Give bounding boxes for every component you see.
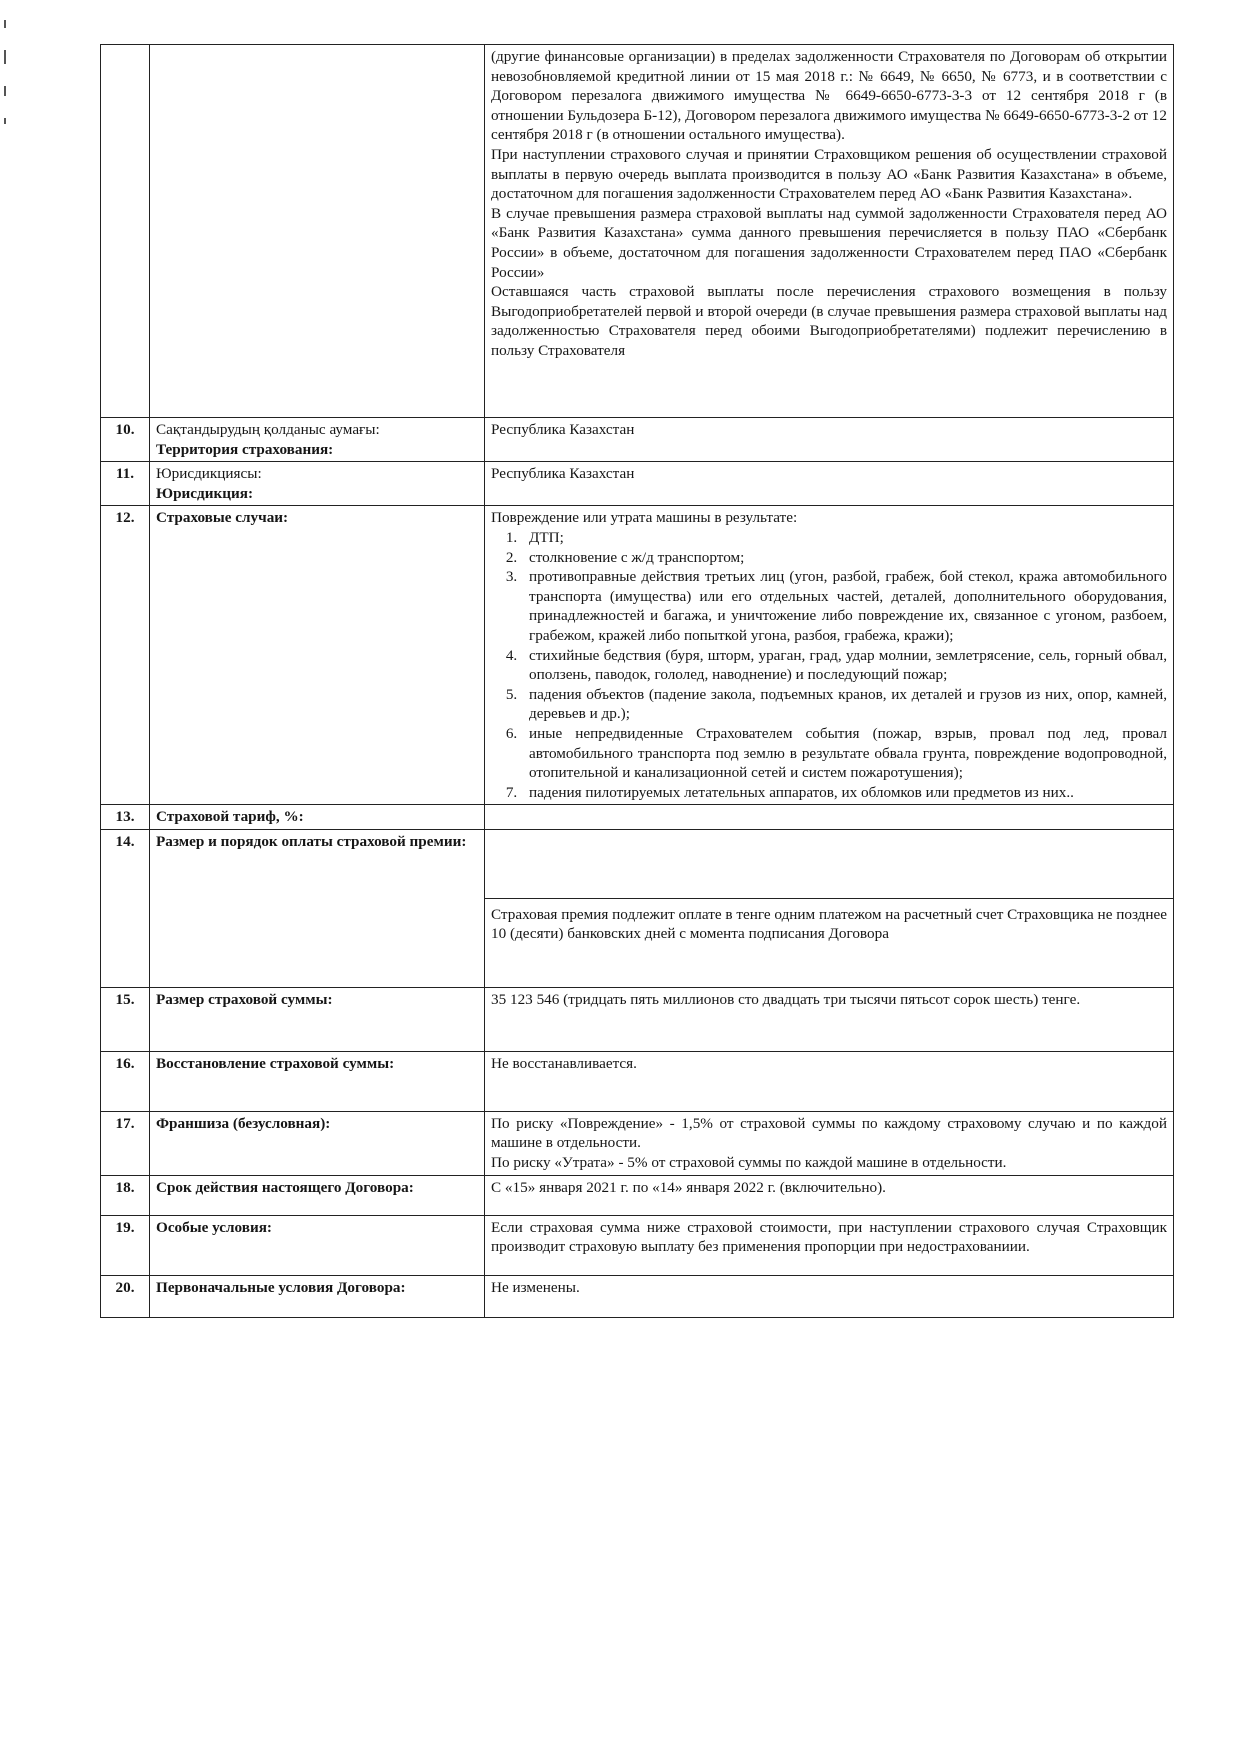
row-value: 35 123 546 (тридцать пять миллионов сто двадцать три тысячи пятьсот сорок шесть) тенге. (485, 987, 1174, 1051)
premium-payment (485, 829, 1174, 987)
label-ru: Первоначальные условия Договора: (156, 1278, 406, 1296)
row-value (485, 805, 1174, 830)
table-row-11 (101, 462, 1174, 506)
row-label (150, 829, 485, 987)
list-item: 1. ДТП; (521, 528, 1167, 548)
insured-events-intro: Повреждение или утрата машины в результате: (491, 509, 798, 527)
row-number: 10. (101, 418, 150, 462)
row-number: 11. (101, 462, 150, 506)
premium-amount-cell (485, 830, 1173, 899)
row-value: Республика Казахстан (485, 418, 1174, 462)
label-ru: Страховые случаи: (156, 509, 289, 527)
table-row-14 (101, 829, 1174, 987)
label-ru: Срок действия настоящего Договора: (156, 1178, 414, 1196)
label-ru: Территория страхования: (156, 440, 334, 458)
insured-events-list (491, 528, 1167, 802)
label-kz: Сақтандырудың қолданыс аумағы: (156, 421, 380, 438)
row-number: 15. (101, 987, 150, 1051)
paragraph: В случае превышения размера страховой выплаты над суммой задолженности Страхователя перед АО «Банк Развития Казахстана» сумма данного превышения перечисляется в пользу ПАО «Сбербанк России» в объеме, достаточном для погашения задолженности Страхователем перед ПАО «Сбербанк России» (491, 204, 1167, 281)
row-label (150, 1111, 485, 1175)
list-item: 5. падения объектов (падение закола, подъемных кранов, их деталей и грузов из них, опор, камней, деревьев и др.); (521, 685, 1167, 724)
label-ru: Страховой тариф, %: (156, 808, 304, 826)
row-label (150, 1275, 485, 1317)
row-value: Страховая премия подлежит оплате в тенге одним платежом на расчетный счет Страховщика не позднее 10 (десяти) банковских дней с момента подписания Договора (491, 905, 1168, 943)
list-item: 6. иные непредвиденные Страхователем события (пожар, взрыв, провал под лед, провал автомобильного транспорта под землю в результате обвала грунта, повреждение водопроводной, отопительной и канализационной сетей и систем пожаротушения); (521, 724, 1167, 783)
table-row-16 (101, 1051, 1174, 1111)
row-number: 18. (101, 1175, 150, 1215)
deductible-loss: По риску «Утрата» - 5% от страховой суммы по каждой машине в отдельности. (491, 1154, 1007, 1172)
row-value: Если страховая сумма ниже страховой стоимости, при наступлении страхового случая Страховщик производит страховую выплату без применения пропорции при недострахованиии. (485, 1215, 1174, 1275)
row-number: 13. (101, 805, 150, 830)
paragraph: Оставшаяся часть страховой выплаты после перечисления страхового возмещения в пользу Выгодоприобретателей первой и второй очереди (в случае превышения размера страховой выплаты над задолженностью Страхователя перед обоими Выгодоприобретателями) подлежит перечислению в пользу Страхователя (491, 283, 1167, 359)
row-label (150, 418, 485, 462)
paragraph: (другие финансовые организации) в пределах задолженности Страхователя по Договорам об открытии невозобновляемой кредитной линии от 15 мая 2018 г.: № 6649, № 6650, № 6773, и в соответствии с Договором перезалога движимого имущества № 6649-6650-6773-3-3 от 12 сентября 2018 г (в отношении Бульдозера Б-12), Договором перезалога движимого имущества № 6649-6650-6773-3-2 от 12 сентября 2018 г (в отношении остального имущества). (491, 48, 1167, 144)
row-number: 16. (101, 1051, 150, 1111)
label-ru: Франшиза (безусловная): (156, 1114, 331, 1132)
table-row-19 (101, 1215, 1174, 1275)
list-item: 3. противоправные действия третьих лиц (угон, разбой, грабеж, бой стекол, кража автомобильного транспорта (имущества) или его отдельных частей, деталей, дополнительного оборудования, принадлежностей и багажа, и уничтожение либо повреждение их, связанное с угоном, разбоем, грабежом, кражей либо попыткой угона, разбоя, грабежа, кражи); (521, 567, 1167, 645)
label-ru: Размер и порядок оплаты страховой премии: (156, 832, 467, 850)
row-value: Не восстанавливается. (485, 1051, 1174, 1111)
list-item: 2. столкновение с ж/д транспортом; (521, 548, 1167, 568)
row-label (150, 462, 485, 506)
table-row-20 (101, 1275, 1174, 1317)
row-label (150, 506, 485, 805)
insured-events (485, 506, 1174, 805)
table-row-continuation (101, 45, 1174, 418)
row-label (150, 1175, 485, 1215)
table-row-12 (101, 506, 1174, 805)
table-row-10 (101, 418, 1174, 462)
label-kz: Юрисдикциясы: (156, 465, 262, 483)
row-number: 19. (101, 1215, 150, 1275)
contract-table (100, 44, 1174, 1318)
row-label (150, 805, 485, 830)
table-row-15 (101, 987, 1174, 1051)
label-ru: Восстановление страховой суммы: (156, 1054, 395, 1072)
row-label (150, 45, 485, 418)
paragraph: При наступлении страхового случая и принятии Страховщиком решения об осуществлении страховой выплаты в первую очередь выплата производится в пользу АО «Банк Развития Казахстана» в объеме, достаточном для погашения задолженности Страхователем перед АО «Банк Развития Казахстана». (491, 145, 1167, 203)
beneficiary-terms (485, 45, 1174, 418)
deductible (485, 1111, 1174, 1175)
label-ru: Юрисдикция: (156, 484, 253, 502)
table-row-18 (101, 1175, 1174, 1215)
scan-margin-marks (4, 20, 18, 146)
row-number: 17. (101, 1111, 150, 1175)
list-item: 7. падения пилотируемых летательных аппаратов, их обломков или предметов из них.. (521, 783, 1167, 803)
deductible-damage: По риску «Повреждение» - 1,5% от страховой суммы по каждому страховому случаю и по каждой машине в отдельности. (491, 1114, 1167, 1152)
contract-page (100, 44, 1174, 1318)
row-label (150, 1215, 485, 1275)
list-item: 4. стихийные бедствия (буря, шторм, ураган, град, удар молнии, землетрясение, сель, горный обвал, оползень, паводок, гололед, наводнение) и последующий пожар; (521, 646, 1167, 685)
row-number (101, 45, 150, 418)
table-row-13 (101, 805, 1174, 830)
row-value: Не изменены. (485, 1275, 1174, 1317)
row-number: 12. (101, 506, 150, 805)
row-value: Республика Казахстан (485, 462, 1174, 506)
row-number: 20. (101, 1275, 150, 1317)
label-ru: Размер страховой суммы: (156, 990, 333, 1008)
row-label (150, 987, 485, 1051)
row-value: С «15» января 2021 г. по «14» января 2022 г. (включительно). (485, 1175, 1174, 1215)
table-row-17 (101, 1111, 1174, 1175)
row-label (150, 1051, 485, 1111)
row-number: 14. (101, 829, 150, 987)
label-ru: Особые условия: (156, 1218, 272, 1236)
